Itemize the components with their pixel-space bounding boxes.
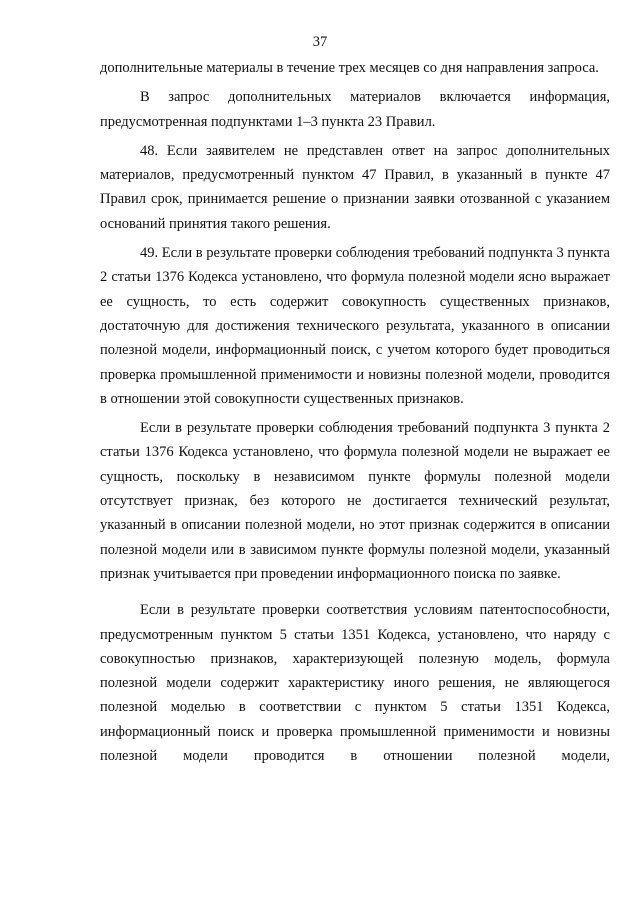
paragraph-missing-feature: Если в результате проверки соблюдения требований подпункта 3 пункта 2 статьи 1376 Кодекса установлено, что формула полезной модели не выражает ее сущность, поскольку в независимом пункте формулы полезной модели отсутствует признак, без которого не достигается технический результат, указанный в описании полезной модели, но этот признак содержится в описании полезной модели или в зависимом пункте формулы полезной модели, указанный признак учитывается при проведении информационного поиска по заявке. bbox=[100, 420, 610, 582]
paragraph-patentability: Если в результате проверки соответствия условиям патентоспособности, предусмотренным пунктом 5 статьи 1351 Кодекса, установлено, что наряду с совокупностью признаков, характеризующей полезную модель, формула полезной модели содержит характеристику иного решения, не являющегося полезной моделью в соответствии с пунктом 5 статьи 1351 Кодекса, информационный поиск и проверка промышленной применимости и новизны полезной модели проводится в отношении полезной модели, bbox=[100, 602, 610, 765]
paragraph-48: 48. Если заявителем не представлен ответ на запрос дополнительных материалов, предусмотренный пунктом 47 Правил, в указанный в пункте 47 Правил срок, принимается решение о признании заявки отозванной с указанием оснований принятия такого решения. bbox=[100, 142, 610, 232]
paragraph-49: 49. Если в результате проверки соблюдения требований подпункта 3 пункта 2 статьи 1376 Кодекса установлено, что формула полезной модели ясно выражает ее сущность, то есть содержит совокупность существенных признаков, достаточную для достижения технического результата, указанного в описании полезной модели, информационный поиск, с учетом которого будет проводиться проверка промышленной применимости и новизны полезной модели, проводится в отношении этой совокупности существенных признаков. bbox=[100, 245, 610, 407]
document-body bbox=[100, 56, 610, 768]
paragraph-continuation: дополнительные материалы в течение трех месяцев со дня направления запроса. bbox=[100, 60, 599, 76]
page-number: 37 bbox=[312, 34, 328, 50]
paragraph-request-content: В запрос дополнительных материалов включается информация, предусмотренная подпунктами 1–3 пункта 23 Правил. bbox=[100, 89, 610, 130]
